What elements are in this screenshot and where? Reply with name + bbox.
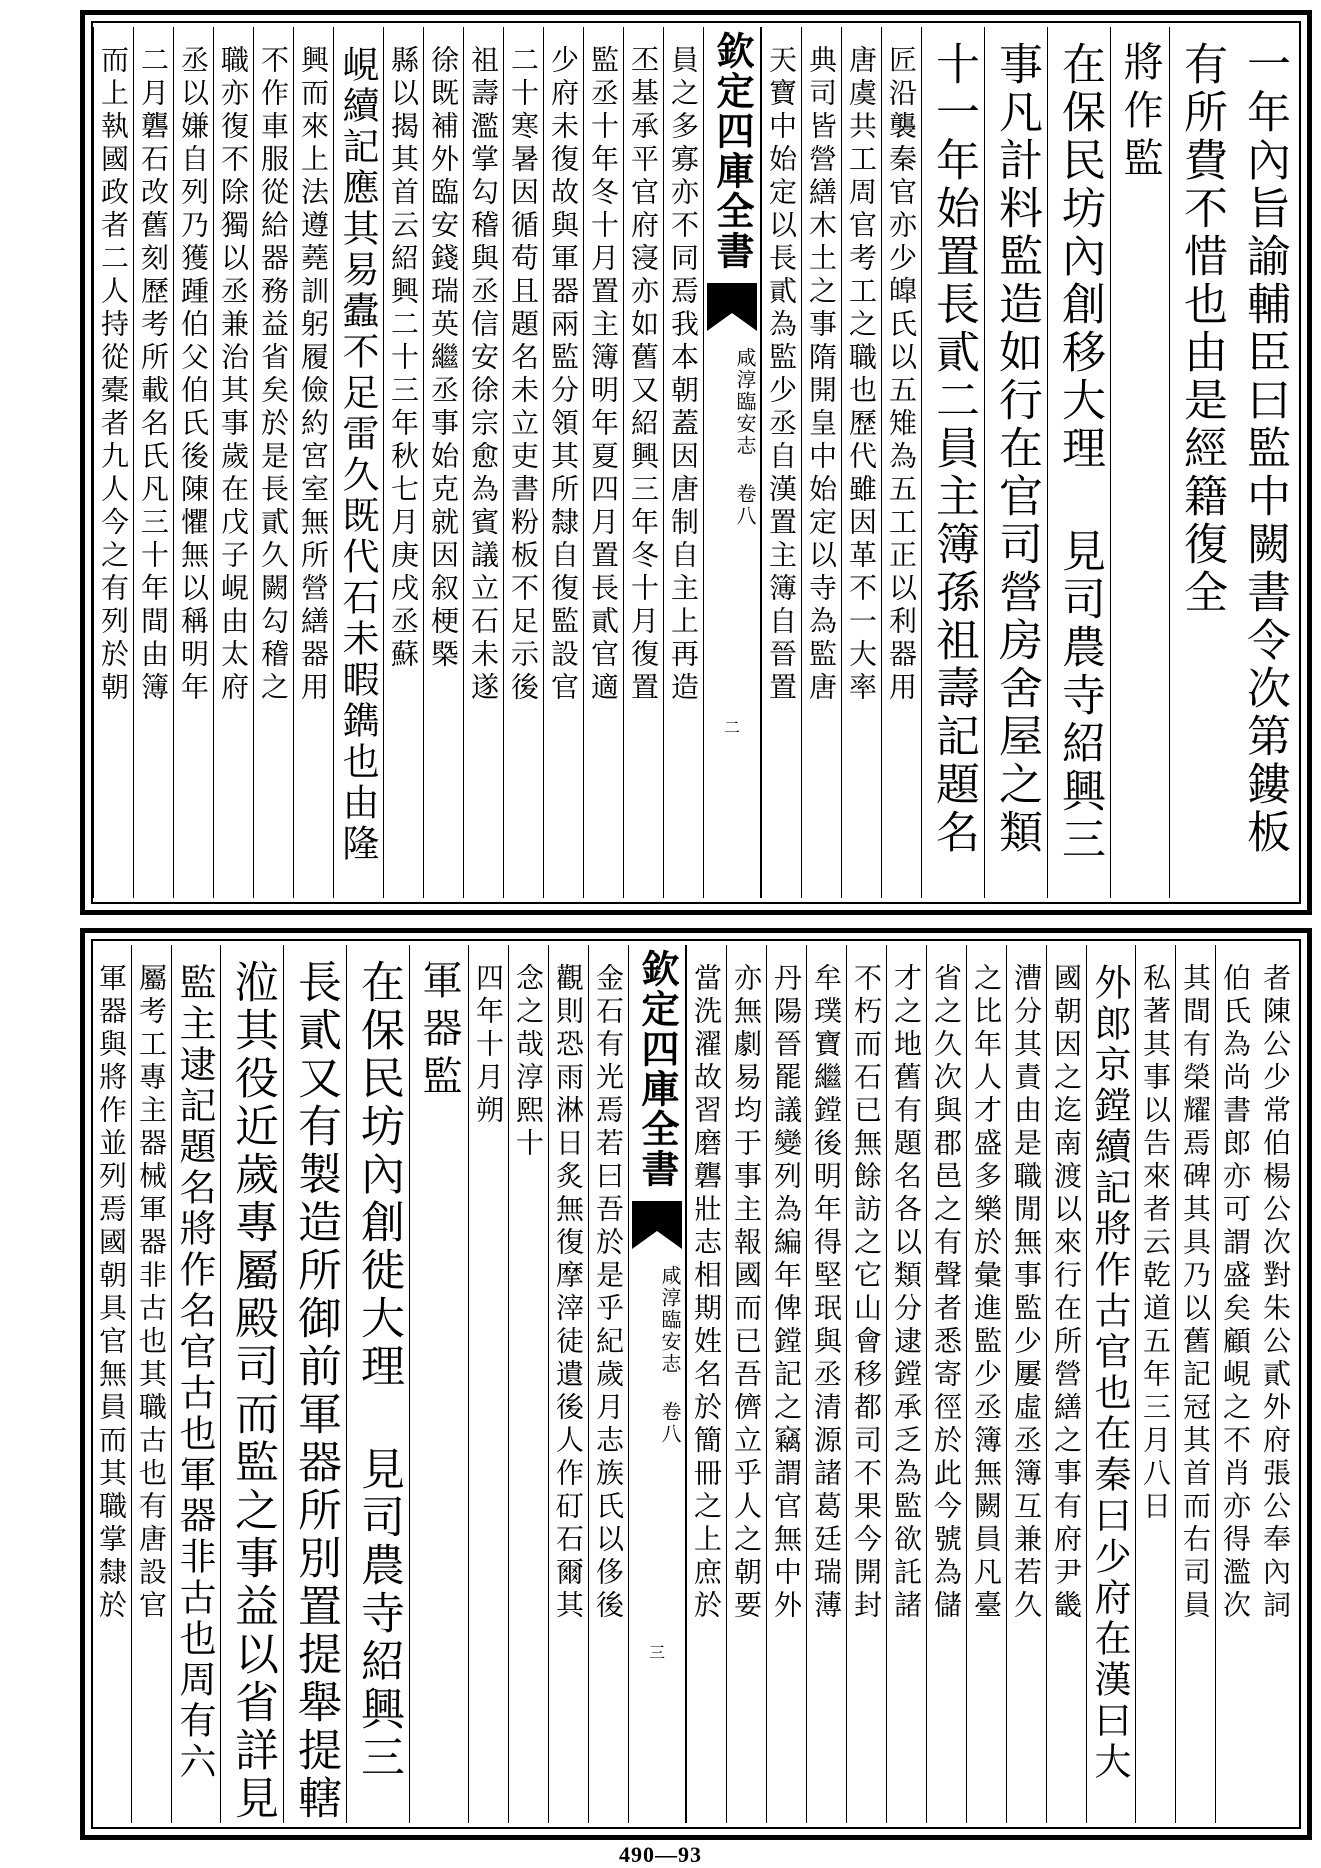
lower-page-text-column: [1135, 945, 1175, 1823]
lower-page-text-column: [283, 945, 346, 1823]
upper-page-text-column: [921, 27, 984, 898]
upper-page-text-column: [841, 27, 881, 898]
lower-page-text-column: [131, 945, 171, 1823]
lower-page-text-column: [686, 945, 726, 1823]
upper-page-text-column: [1047, 27, 1110, 898]
upper-page-text-column: [1110, 27, 1169, 898]
lower-page-column-text: 外郎京鏜續記將作古官也在秦曰少府在漢曰大: [1088, 963, 1131, 1783]
lower-page-column-text: 亦無劇易均于事主報國而已吾儕立乎人之朝要: [730, 963, 763, 1623]
lower-page-text-column: [346, 945, 409, 1823]
lower-page-column-text: 省之久次與郡邑之有聲者悉寄徑於此今號為儲: [930, 963, 963, 1623]
upper-page-text-column: [543, 27, 583, 898]
upper-page-text-column: [1232, 27, 1295, 898]
upper-page-column-text: 將作監: [1117, 41, 1163, 185]
upper-page-column-text: 興而來上法遵蕘訓躬履儉約宮室無所營繕器用: [297, 45, 330, 705]
lower-page-text-column: [1175, 945, 1215, 1823]
lower-page-inner-border: [91, 939, 1301, 1829]
upper-page-text-column: [133, 27, 173, 898]
lower-page-text-column: [1215, 945, 1255, 1823]
lower-page-column-text: 軍器監: [416, 959, 462, 1103]
lower-page-text-column: [966, 945, 1006, 1823]
lower-page-text-column: [1046, 945, 1086, 1823]
lower-page-column-text: 金石有光焉若曰吾於是乎紀歲月志族氏以侈後: [592, 963, 625, 1623]
lower-page-column-text: 之比年人才盛多樂於彙進監少丞簿無闕員凡臺: [970, 963, 1003, 1623]
upper-page-text-column: [173, 27, 213, 898]
lower-page-column-text: 四年十月朔: [472, 963, 505, 1128]
upper-page-frame: [80, 10, 1312, 915]
lower-page-text-column: [1086, 945, 1135, 1823]
lower-page-column-text: 丹陽晉罷議變列為編年俾鏜記之竊謂官無中外: [770, 963, 803, 1623]
lower-page-text-column: [1255, 945, 1295, 1823]
lower-page-column-text: 國朝因之迄南渡以來行在所營繕之事有府尹畿: [1050, 963, 1083, 1623]
upper-page-text-column: [761, 27, 801, 898]
lower-page-center-gutter: [628, 945, 686, 1823]
gutter-book-volume: 咸淳臨安志 卷八: [658, 1265, 682, 1445]
lower-page-column-text: 牟璞寶繼鏜後明年得堅珉與丞清源諸葛廷瑞薄: [810, 963, 843, 1623]
upper-page-text-column: [213, 27, 253, 898]
upper-page-text-column: [383, 27, 423, 898]
lower-page-frame: [80, 928, 1312, 1840]
upper-page-text-column: [984, 27, 1047, 898]
upper-page-column-text: 二月礱石改舊刻歷考所載名氏凡三十年間由簿: [137, 45, 170, 705]
lower-page-column-text: 涖其役近歲專屬殿司而監之事益以省詳見: [227, 959, 278, 1823]
upper-page-column-text: 十一年始置長貳二員主簿孫祖壽記題名: [928, 41, 979, 857]
upper-page-text-column: [583, 27, 623, 898]
upper-page-text-column: [503, 27, 543, 898]
gutter-book-volume: 咸淳臨安志 卷八: [733, 347, 757, 527]
lower-page-column-text: 軍器與將作並列焉國朝具官無員而其職掌隸於: [95, 963, 128, 1623]
lower-page-column-text: 當洗濯故習磨礱壯志相期姓名於簡冊之上庶於: [690, 963, 723, 1623]
upper-page-column-text: 峴續記應其易蠹不足雷久既代石未暇鐫也由隆: [336, 45, 379, 865]
fish-tail-ornament-icon: [632, 1201, 682, 1251]
upper-page-text-column: [463, 27, 503, 898]
upper-page-text-column: [663, 27, 703, 898]
lower-page-column-text: 不朽而石已無餘訪之它山會移都司不果今開封: [850, 963, 883, 1623]
upper-page-column-text: 而上執國政者二人持從橐者九人今之有列於朝: [97, 45, 130, 705]
lower-page-text-column: [766, 945, 806, 1823]
upper-page-text-column: [1169, 27, 1232, 898]
lower-page-text-column: [409, 945, 468, 1823]
lower-page-column-text: 長貳又有製造所御前軍器所別置提舉提轄: [290, 959, 341, 1823]
lower-page-text-column: [508, 945, 548, 1823]
gutter-folio-number: 三: [648, 1643, 665, 1662]
upper-page-column-text: 少府未復故與軍器兩監分領其所隸自復監設官: [547, 45, 580, 705]
upper-page-text-column: [93, 27, 133, 898]
lower-page-text-column: [171, 945, 220, 1823]
upper-page-column-text: 縣以揭其首云紹興二十三年秋七月庚戌丞蘇: [387, 45, 420, 672]
upper-page-column-text: 丕基承平官府寖亦如舊又紹興三年冬十月復置: [627, 45, 660, 705]
gutter-folio-number: 二: [723, 718, 740, 737]
upper-page-column-text: 在保民坊內創移大理 見司農寺紹興三: [1054, 41, 1105, 864]
upper-page-column-text: 不作車服從給器務益省矣於是長貳久闕勾稽之: [257, 45, 290, 705]
lower-page-column-text: 念之哉淳熙十: [512, 963, 545, 1161]
lower-page-column-text: 伯氏為尚書郎亦可謂盛矣顧峴之不肖亦得濫次: [1219, 963, 1252, 1623]
lower-page-column-text: 私著其事以告來者云乾道五年三月八日: [1139, 963, 1172, 1524]
upper-page-column-text: 祖壽濫掌勾稽與丞信安徐宗愈為賓議立石未遂: [467, 45, 500, 705]
upper-page-column-text: 徐既補外臨安錢瑞英繼丞事始克就因叙梗槩: [427, 45, 460, 672]
upper-page-column-text: 監丞十年冬十月置主簿明年夏四月置長貳官適: [587, 45, 620, 705]
lower-page-text-column: [588, 945, 628, 1823]
lower-page-text-column: [846, 945, 886, 1823]
lower-page-column-text: 漕分其責由是職閒無事監少屢虛丞簿互兼若久: [1010, 963, 1043, 1623]
lower-page-text-column: [468, 945, 508, 1823]
upper-page-inner-border: [91, 21, 1301, 904]
page-number: 490—93: [619, 1842, 702, 1867]
gutter-title: 欽定四庫全書: [635, 949, 680, 1189]
gutter-title: 欽定四庫全書: [710, 31, 755, 271]
lower-page-text-column: [548, 945, 588, 1823]
upper-page-center-gutter: [703, 27, 761, 898]
lower-page-column-text: 監主逮記題名將作名官古也軍器非古也周有六: [173, 963, 216, 1783]
lower-page-column-text: 者陳公少常伯楊公次對朱公貳外府張公奉內詞: [1259, 963, 1292, 1623]
upper-page-text-column: [293, 27, 333, 898]
upper-page-column-text: 匠沿襲秦官亦少皥氏以五雉為五工正以利器用: [885, 45, 918, 705]
upper-page-text-column: [801, 27, 841, 898]
upper-page-text-column: [423, 27, 463, 898]
fish-tail-ornament-icon: [707, 283, 757, 333]
lower-page-text-column: [726, 945, 766, 1823]
upper-page-column-text: 員之多寡亦不同焉我本朝蓋因唐制自主上再造: [667, 45, 700, 705]
lower-page-text-column: [886, 945, 926, 1823]
upper-page-column-text: 典司皆營繕木土之事隋開皇中始定以寺為監唐: [805, 45, 838, 705]
upper-page-column-text: 丞以嫌自列乃獲踵伯父伯氏後陳懼無以稱明年: [177, 45, 210, 705]
lower-page-column-text: 觀則恐雨淋日炙無復摩滓徒遺後人作矴石爾其: [552, 963, 585, 1623]
upper-page-column-text: 有所費不惜也由是經籍復全: [1176, 41, 1227, 617]
lower-page-text-column: [1006, 945, 1046, 1823]
lower-page-column-text: 其間有榮耀焉碑其具乃以舊記冠其首而右司員: [1179, 963, 1212, 1623]
lower-page-text-column: [220, 945, 283, 1823]
upper-page-text-column: [623, 27, 663, 898]
lower-page-column-text: 才之地舊有題名各以類分逮鏜承乏為監欲託諸: [890, 963, 923, 1623]
upper-page-text-column: [881, 27, 921, 898]
lower-page-column-text: 屬考工專主器械軍器非古也其職古也有唐設官: [135, 963, 168, 1623]
upper-page-column-text: 天寶中始定以長貳為監少丞自漢置主簿自晉置: [765, 45, 798, 705]
upper-page-column-text: 唐虞共工周官考工之職也歷代雖因革不一大率: [845, 45, 878, 705]
lower-page-column-text: 在保民坊內創徙大理 見司農寺紹興三: [353, 959, 404, 1782]
upper-page-column-text: 職亦復不除獨以丞兼治其事歲在戊子峴由太府: [217, 45, 250, 705]
lower-page-text-column: [91, 945, 131, 1823]
upper-page-column-text: 事凡計料監造如行在官司營房舍屋之類: [991, 41, 1042, 857]
lower-page-text-column: [806, 945, 846, 1823]
upper-page-text-column: [333, 27, 383, 898]
upper-page-column-text: 二十寒暑因循苟且題名未立吏書粉板不足示後: [507, 45, 540, 705]
upper-page-column-text: 一年內旨諭輔臣曰監中闕書令次第鏤板: [1239, 41, 1290, 857]
upper-page-text-column: [253, 27, 293, 898]
lower-page-text-column: [926, 945, 966, 1823]
